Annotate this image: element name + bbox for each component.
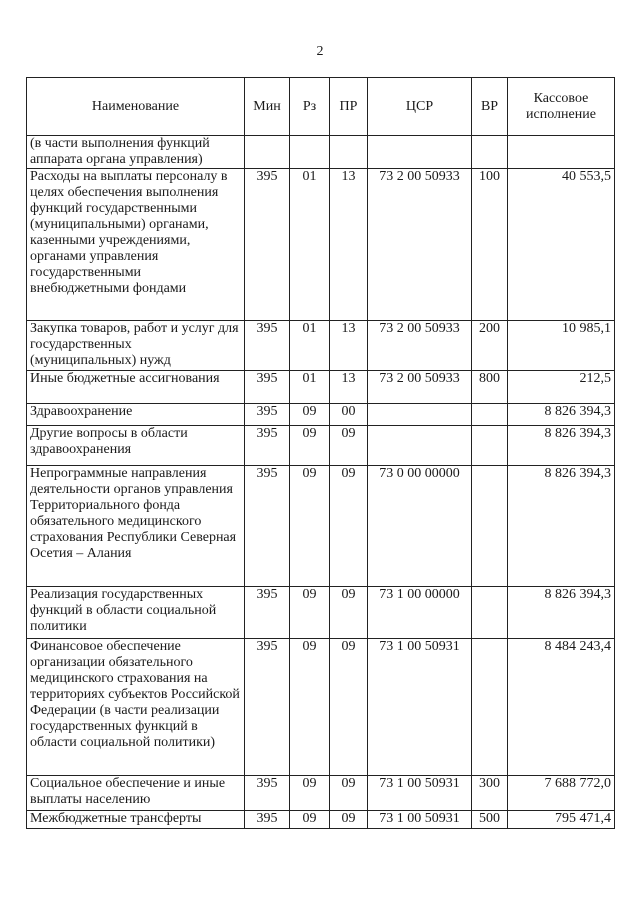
row-amount: 795 471,4 bbox=[508, 811, 615, 829]
row-rz: 09 bbox=[290, 811, 330, 829]
row-pr: 13 bbox=[330, 371, 368, 404]
row-min: 395 bbox=[245, 321, 290, 371]
row-amount: 8 826 394,3 bbox=[508, 404, 615, 426]
table-row bbox=[27, 404, 615, 426]
row-csr bbox=[368, 426, 472, 466]
row-csr: 73 2 00 50933 bbox=[368, 321, 472, 371]
row-amount: 8 484 243,4 bbox=[508, 639, 615, 776]
row-pr: 09 bbox=[330, 639, 368, 776]
row-amount bbox=[508, 136, 615, 169]
row-min: 395 bbox=[245, 404, 290, 426]
row-csr: 73 1 00 50931 bbox=[368, 639, 472, 776]
row-vr: 300 bbox=[472, 776, 508, 811]
row-vr bbox=[472, 466, 508, 587]
row-name: Здравоохранение bbox=[27, 404, 245, 426]
header-csr: ЦСР bbox=[368, 78, 472, 136]
row-min: 395 bbox=[245, 169, 290, 321]
table-row bbox=[27, 587, 615, 639]
row-min: 395 bbox=[245, 811, 290, 829]
row-min: 395 bbox=[245, 587, 290, 639]
row-name: Иные бюджетные ассигнования bbox=[27, 371, 245, 404]
header-vr: ВР bbox=[472, 78, 508, 136]
row-rz: 09 bbox=[290, 426, 330, 466]
row-name: Непрограммные направления деятельности органов управления Территориального фонда обязательного медицинского страхования Республики Северная Осетия – Алания bbox=[27, 466, 245, 587]
row-name: Реализация государственных функций в области социальной политики bbox=[27, 587, 245, 639]
row-min: 395 bbox=[245, 776, 290, 811]
row-amount: 10 985,1 bbox=[508, 321, 615, 371]
table-row bbox=[27, 811, 615, 829]
row-name: Финансовое обеспечение организации обязательного медицинского страхования на территориях субъектов Российской Федерации (в части реализации государственных функций в области социальной политики) bbox=[27, 639, 245, 776]
row-vr bbox=[472, 639, 508, 776]
table-header-row bbox=[27, 78, 615, 136]
row-rz: 09 bbox=[290, 404, 330, 426]
row-pr: 09 bbox=[330, 426, 368, 466]
row-csr bbox=[368, 404, 472, 426]
row-csr bbox=[368, 136, 472, 169]
row-amount: 7 688 772,0 bbox=[508, 776, 615, 811]
row-rz bbox=[290, 136, 330, 169]
row-name: Другие вопросы в области здравоохранения bbox=[27, 426, 245, 466]
row-amount: 40 553,5 bbox=[508, 169, 615, 321]
row-vr bbox=[472, 587, 508, 639]
row-pr: 09 bbox=[330, 776, 368, 811]
table-row bbox=[27, 136, 615, 169]
row-vr bbox=[472, 426, 508, 466]
row-amount: 8 826 394,3 bbox=[508, 587, 615, 639]
row-name: Расходы на выплаты персоналу в целях обеспечения выполнения функций государственными (муниципальными) органами, казенными учреждениями, органами управления государственными внебюджетными фондами bbox=[27, 169, 245, 321]
table-row bbox=[27, 169, 615, 321]
row-rz: 09 bbox=[290, 776, 330, 811]
table-row bbox=[27, 426, 615, 466]
row-rz: 09 bbox=[290, 587, 330, 639]
row-min bbox=[245, 136, 290, 169]
row-name: Закупка товаров, работ и услуг для государственных (муниципальных) нужд bbox=[27, 321, 245, 371]
row-vr bbox=[472, 136, 508, 169]
row-csr: 73 2 00 50933 bbox=[368, 169, 472, 321]
table-row bbox=[27, 371, 615, 404]
row-pr: 00 bbox=[330, 404, 368, 426]
row-name: Социальное обеспечение и иные выплаты населению bbox=[27, 776, 245, 811]
row-csr: 73 1 00 50931 bbox=[368, 776, 472, 811]
row-csr: 73 1 00 50931 bbox=[368, 811, 472, 829]
row-vr: 800 bbox=[472, 371, 508, 404]
row-name: (в части выполнения функций аппарата органа управления) bbox=[27, 136, 245, 169]
table-row bbox=[27, 639, 615, 776]
budget-execution-table bbox=[26, 77, 615, 829]
page-number: 2 bbox=[316, 44, 324, 59]
row-vr: 100 bbox=[472, 169, 508, 321]
row-pr: 13 bbox=[330, 169, 368, 321]
row-vr bbox=[472, 404, 508, 426]
header-pr: ПР bbox=[330, 78, 368, 136]
row-min: 395 bbox=[245, 371, 290, 404]
header-rz: Рз bbox=[290, 78, 330, 136]
row-name: Межбюджетные трансферты bbox=[27, 811, 245, 829]
row-csr: 73 0 00 00000 bbox=[368, 466, 472, 587]
row-rz: 09 bbox=[290, 639, 330, 776]
row-min: 395 bbox=[245, 426, 290, 466]
row-min: 395 bbox=[245, 466, 290, 587]
row-min: 395 bbox=[245, 639, 290, 776]
row-rz: 09 bbox=[290, 466, 330, 587]
row-vr: 200 bbox=[472, 321, 508, 371]
row-pr: 13 bbox=[330, 321, 368, 371]
row-pr: 09 bbox=[330, 466, 368, 587]
row-pr: 09 bbox=[330, 811, 368, 829]
row-rz: 01 bbox=[290, 371, 330, 404]
header-min: Мин bbox=[245, 78, 290, 136]
row-pr bbox=[330, 136, 368, 169]
table-row bbox=[27, 776, 615, 811]
row-amount: 8 826 394,3 bbox=[508, 466, 615, 587]
row-rz: 01 bbox=[290, 321, 330, 371]
row-vr: 500 bbox=[472, 811, 508, 829]
row-rz: 01 bbox=[290, 169, 330, 321]
table-row bbox=[27, 466, 615, 587]
row-amount: 212,5 bbox=[508, 371, 615, 404]
row-csr: 73 2 00 50933 bbox=[368, 371, 472, 404]
row-amount: 8 826 394,3 bbox=[508, 426, 615, 466]
header-amount: Кассовое исполнение bbox=[508, 78, 615, 136]
row-pr: 09 bbox=[330, 587, 368, 639]
table-row bbox=[27, 321, 615, 371]
row-csr: 73 1 00 00000 bbox=[368, 587, 472, 639]
header-name: Наименование bbox=[27, 78, 245, 136]
